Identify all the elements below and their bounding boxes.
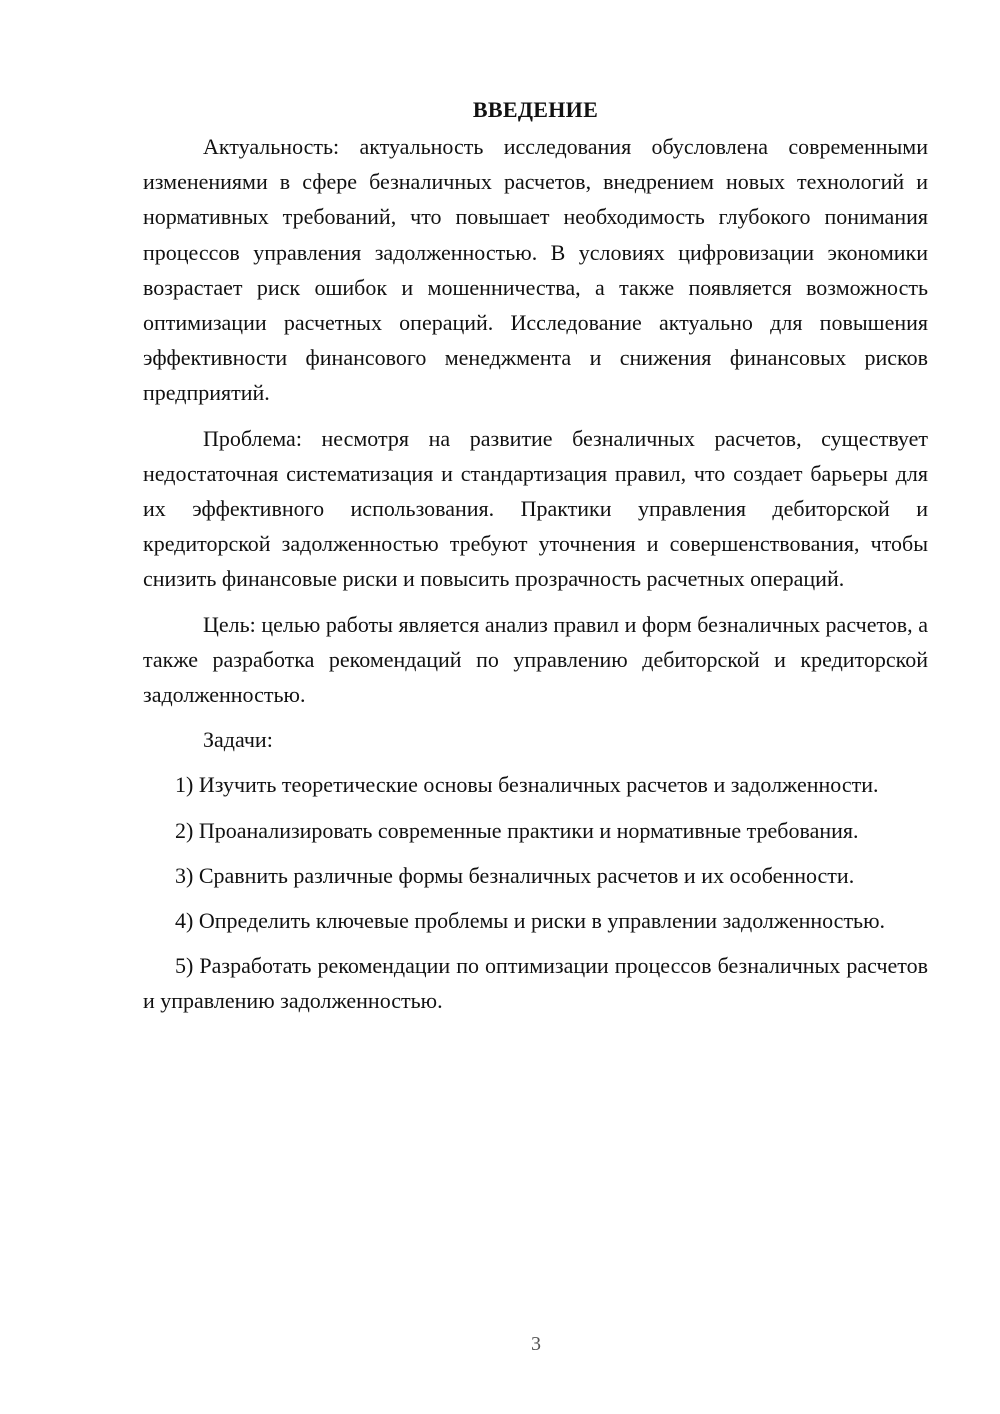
task-item: 4) Определить ключевые проблемы и риски в управлении задолженностью. [175,908,886,934]
paragraph-relevance: Актуальность: актуальность исследования обусловлена современными изменениями в сфере безналичных расчетов, внедрением новых технологий и нормативных требований, что повышает необходимость глубокого понимания процессов управления задолженностью. В условиях цифровизации экономики возрастает риск ошибок и мошенничества, а также появляется возможность оптимизации расчетных операций. Исследование актуально для повышения эффективности финансового менеджмента и снижения финансовых рисков предприятий. [143,134,928,406]
paragraph-problem: Проблема: несмотря на развитие безналичных расчетов, существует недостаточная систематизация и стандартизация правил, что создает барьеры для их эффективного использования. Практики управления дебиторской и кредиторской задолженностью требуют уточнения и совершенствования, чтобы снизить финансовые риски и повысить прозрачность расчетных операций. [143,425,928,592]
tasks-heading: Задачи: [203,727,273,753]
tasks-list [143,767,928,1018]
task-item: 5) Разработать рекомендации по оптимизации процессов безналичных расчетов и управлению задолженностью. [143,953,928,1014]
section-title: ВВЕДЕНИЕ [472,97,599,122]
document-page [143,92,928,1029]
paragraph-goal: Цель: целью работы является анализ правил и форм безналичных расчетов, а также разработка рекомендаций по управлению дебиторской и кредиторской задолженностью. [143,611,928,708]
task-item: 3) Сравнить различные формы безналичных расчетов и их особенности. [175,862,855,888]
page-number: 3 [531,1333,541,1355]
task-item: 1) Изучить теоретические основы безналичных расчетов и задолженности. [175,772,879,798]
task-item: 2) Проанализировать современные практики и нормативные требования. [175,817,859,843]
